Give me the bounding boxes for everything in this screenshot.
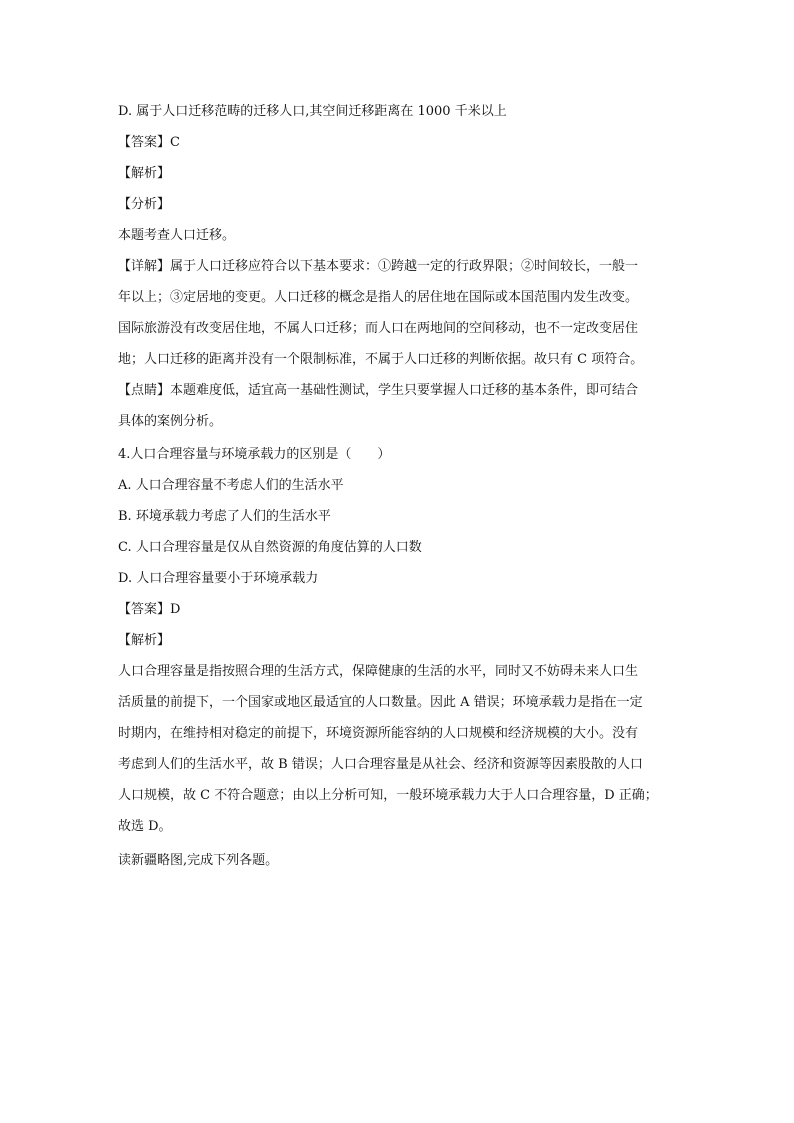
- q3-detail-line: 国际旅游没有改变居住地，不属人口迁移；而人口在两地间的空间移动，也不一定改变居住: [118, 321, 639, 336]
- q4-option-c: C. 人口合理容量是仅从自然资源的角度估算的人口数: [118, 540, 422, 555]
- q3-comment-line: 【点睛】本题难度低，适宜高一基础性测试，学生只要掌握人口迁移的基本条件，即可结合: [118, 383, 639, 398]
- q3-fenxi-text: 本题考查人口迁移。: [118, 228, 236, 243]
- q4-option-a: A. 人口合理容量不考虑人们的生活水平: [118, 478, 344, 493]
- q4-analysis-line: 时期内，在维持相对稳定的前提下，环境资源所能容纳的人口规模和经济规模的大小。没有: [118, 726, 639, 741]
- q4-analysis-heading: 【解析】: [118, 633, 171, 648]
- q4-option-b: B. 环境承载力考虑了人们的生活水平: [118, 509, 331, 524]
- q3-comment-line: 具体的案例分析。: [118, 414, 223, 429]
- q3-fenxi-heading: 【分析】: [118, 197, 171, 212]
- q4-analysis-line: 人口合理容量是指按照合理的生活方式，保障健康的生活的水平，同时又不妨碍未来人口生: [118, 664, 639, 679]
- q4-analysis-paragraph: [118, 663, 678, 849]
- q3-option-d: D. 属于人口迁移范畴的迁移人口,其空间迁移距离在 1000 千米以上: [118, 104, 507, 119]
- q4-analysis-line: 人口规模，故 C 不符合题意；由以上分析可知，一般环境承载力大于人口合理容量，D 正确；: [118, 788, 658, 803]
- q3-comment-paragraph: [118, 382, 678, 444]
- q4-analysis-line: 故选 D。: [118, 819, 172, 834]
- q3-detail-paragraph: [118, 258, 678, 382]
- next-question-prompt: 读新疆略图,完成下列各题。: [118, 853, 279, 868]
- q4-answer: 【答案】D: [118, 602, 181, 617]
- q3-detail-line: 地；人口迁移的距离并没有一个限制标准，不属于人口迁移的判断依据。故只有 C 项符合。: [118, 352, 644, 367]
- q4-analysis-line: 活质量的前提下，一个国家或地区最适宜的人口数量。因此 A 错误；环境承载力是指在一定: [118, 695, 643, 710]
- q3-answer: 【答案】C: [118, 135, 180, 150]
- q4-stem: 4.人口合理容量与环境承载力的区别是（ ）: [118, 447, 391, 462]
- q4-analysis-line: 考虑到人们的生活水平，故 B 错误；人口合理容量是从社会、经济和资源等因素股散的人口: [118, 757, 643, 772]
- q4-option-d: D. 人口合理容量要小于环境承载力: [118, 571, 319, 586]
- q3-analysis-heading: 【解析】: [118, 166, 171, 181]
- q3-detail-line: 年以上；③定居地的变更。人口迁移的概念是指人的居住地在国际或本国范围内发生改变。: [118, 290, 639, 305]
- q3-detail-line: 【详解】属于人口迁移应符合以下基本要求：①跨越一定的行政界限；②时间较长，一般一: [118, 259, 639, 274]
